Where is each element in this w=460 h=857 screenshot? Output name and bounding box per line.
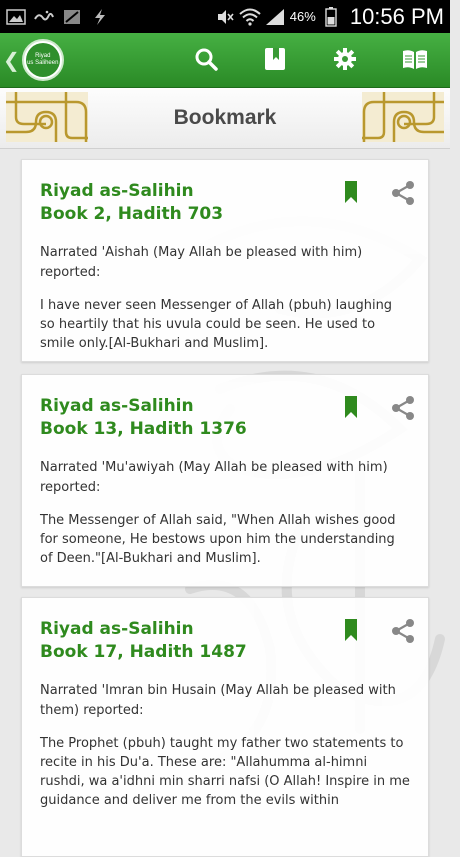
card-body: I have never seen Messenger of Allah (pbuh) laughing so heartily that his uvula could be seen. He used to smile only.[Al-Bukhari and Muslim]. — [40, 298, 393, 351]
card-narrator: Narrated 'Imran bin Husain (May Allah be pleased with them) reported: — [40, 683, 396, 718]
open-book-icon — [402, 48, 428, 74]
app-logo[interactable] — [22, 39, 64, 81]
bookmark-book-icon — [264, 47, 286, 75]
back-chevron-icon[interactable]: ❮ — [3, 48, 20, 72]
card-title: Riyad as-Salihin Book 13, Hadith 1376 — [40, 396, 247, 439]
wifi-icon — [240, 9, 260, 25]
battery-icon — [321, 9, 341, 25]
right-ornament-icon — [362, 92, 444, 142]
blocked-notification-icon — [62, 9, 82, 25]
logo-line2: us Saliheen — [27, 60, 59, 66]
left-ornament-icon — [6, 92, 88, 142]
settings-button[interactable] — [320, 33, 370, 88]
bookmark-card[interactable] — [21, 597, 429, 857]
status-bar — [0, 0, 450, 33]
share-icon[interactable] — [389, 394, 417, 422]
share-icon[interactable] — [389, 179, 417, 207]
card-body: The Messenger of Allah said, "When Allah wishes good for someone, He bestows upon him the understanding of Deen."[Al-Bukhari and Muslim]. — [40, 513, 396, 566]
title-bar — [0, 88, 450, 149]
gallery-icon — [6, 9, 26, 25]
bookmark-list[interactable] — [0, 149, 450, 808]
card-body: The Prophet (pbuh) taught my father two statements to recite in his Du'a. These are: "Allahumma al-himni rushdi, wa a'idhni min sharri nafsi (O Allah! Inspire in me guidance and deliver me from the evils within — [40, 736, 410, 808]
search-button[interactable] — [181, 33, 231, 88]
logo-line1: Riyad — [35, 53, 51, 59]
bookmark-ribbon-icon[interactable] — [344, 395, 358, 419]
mute-icon — [215, 9, 235, 25]
bookmark-card[interactable] — [21, 374, 429, 587]
bookmark-ribbon-icon[interactable] — [344, 180, 358, 204]
arabic-app-icon — [34, 9, 54, 25]
search-icon — [194, 47, 218, 75]
share-icon[interactable] — [389, 617, 417, 645]
flash-icon — [90, 9, 110, 25]
bookmark-card[interactable] — [21, 159, 429, 362]
bookmarks-button[interactable] — [250, 33, 300, 88]
battery-percent: 46% — [289, 9, 316, 24]
app-bar — [0, 33, 450, 88]
clock: 10:56 PM — [349, 3, 444, 29]
card-title: Riyad as-Salihin Book 2, Hadith 703 — [40, 181, 224, 224]
card-narrator: Narrated 'Aishah (May Allah be pleased with him) reported: — [40, 245, 363, 280]
library-button[interactable] — [390, 33, 440, 88]
card-title: Riyad as-Salihin Book 17, Hadith 1487 — [40, 619, 247, 662]
signal-icon — [265, 9, 285, 25]
card-narrator: Narrated 'Mu'awiyah (May Allah be pleased with him) reported: — [40, 460, 388, 495]
bookmark-ribbon-icon[interactable] — [344, 618, 358, 642]
page-title: Bookmark — [173, 106, 277, 129]
gear-icon — [333, 47, 357, 75]
